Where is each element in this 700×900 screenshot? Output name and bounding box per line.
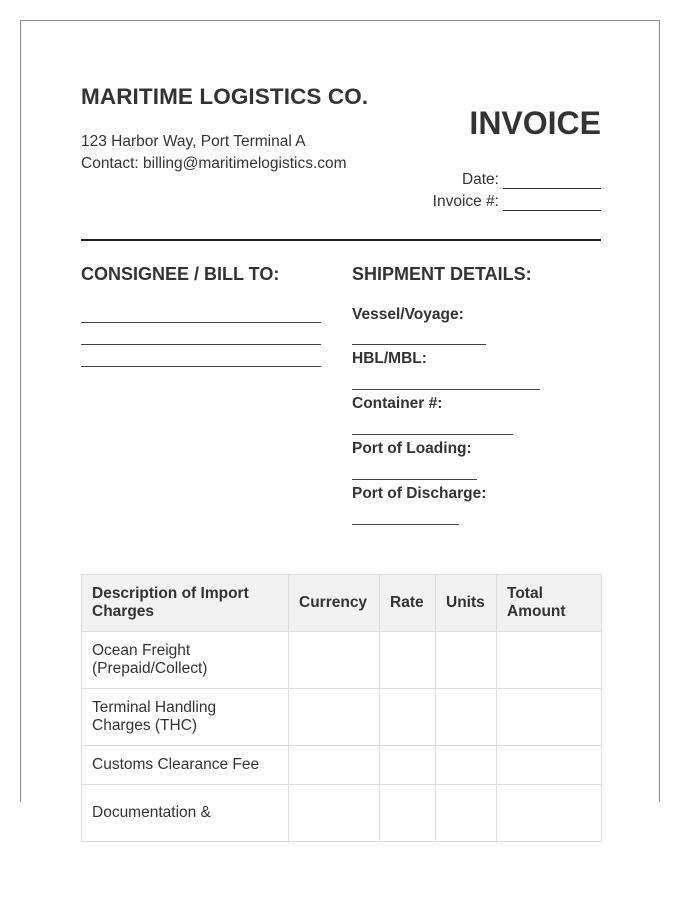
consignee-heading: CONSIGNEE / BILL TO: bbox=[81, 264, 280, 284]
container-number-label: Container #: bbox=[352, 395, 443, 412]
bill-to-line-3[interactable] bbox=[81, 366, 321, 367]
vessel-voyage-field[interactable] bbox=[352, 344, 486, 345]
cell-description: Documentation & bbox=[82, 785, 289, 842]
cell-units[interactable] bbox=[436, 746, 497, 785]
header-divider bbox=[81, 239, 601, 241]
cell-units[interactable] bbox=[436, 689, 497, 746]
company-name: MARITIME LOGISTICS CO. bbox=[81, 84, 369, 109]
header-total-amount: Total Amount bbox=[497, 575, 602, 632]
charges-table bbox=[81, 574, 602, 842]
container-number-field[interactable] bbox=[352, 434, 513, 435]
cell-total[interactable] bbox=[497, 689, 602, 746]
cell-currency[interactable] bbox=[289, 689, 380, 746]
invoice-number-row bbox=[433, 193, 601, 211]
header-units: Units bbox=[436, 575, 497, 632]
bill-to-line-2[interactable] bbox=[81, 344, 321, 345]
cell-total[interactable] bbox=[497, 785, 602, 842]
invoice-sheet bbox=[20, 20, 660, 821]
date-field[interactable] bbox=[503, 173, 601, 189]
port-of-discharge-label: Port of Discharge: bbox=[352, 485, 487, 502]
cell-total[interactable] bbox=[497, 632, 602, 689]
table-row bbox=[82, 689, 602, 746]
company-address: 123 Harbor Way, Port Terminal A bbox=[81, 133, 306, 150]
date-row bbox=[462, 171, 601, 189]
cell-description: Ocean Freight (Prepaid/Collect) bbox=[82, 632, 289, 689]
date-label: Date: bbox=[461, 171, 499, 188]
invoice-title: INVOICE bbox=[469, 105, 601, 141]
cell-total[interactable] bbox=[497, 746, 602, 785]
table-header-row bbox=[82, 575, 602, 632]
cell-rate[interactable] bbox=[380, 689, 436, 746]
header-description: Description of Import Charges bbox=[82, 575, 289, 632]
cell-currency[interactable] bbox=[289, 746, 380, 785]
cell-description: Customs Clearance Fee bbox=[82, 746, 289, 785]
table-row bbox=[82, 785, 602, 842]
invoice-number-field[interactable] bbox=[503, 195, 601, 211]
vessel-voyage-label: Vessel/Voyage: bbox=[352, 306, 464, 323]
cell-currency[interactable] bbox=[289, 785, 380, 842]
table-row bbox=[82, 746, 602, 785]
cell-units[interactable] bbox=[436, 785, 497, 842]
shipment-heading: SHIPMENT DETAILS: bbox=[352, 264, 532, 284]
cell-rate[interactable] bbox=[380, 746, 436, 785]
hbl-mbl-field[interactable] bbox=[352, 389, 540, 390]
invoice-number-label: Invoice #: bbox=[432, 193, 499, 210]
header-currency: Currency bbox=[289, 575, 380, 632]
bill-to-line-1[interactable] bbox=[81, 322, 321, 323]
port-of-discharge-field[interactable] bbox=[352, 524, 459, 525]
cell-units[interactable] bbox=[436, 632, 497, 689]
cell-rate[interactable] bbox=[380, 632, 436, 689]
port-of-loading-field[interactable] bbox=[352, 479, 477, 480]
company-contact: Contact: billing@maritimelogistics.com bbox=[81, 155, 347, 172]
cell-description: Terminal Handling Charges (THC) bbox=[82, 689, 289, 746]
cell-rate[interactable] bbox=[380, 785, 436, 842]
cell-currency[interactable] bbox=[289, 632, 380, 689]
table-row bbox=[82, 632, 602, 689]
port-of-loading-label: Port of Loading: bbox=[352, 440, 472, 457]
hbl-mbl-label: HBL/MBL: bbox=[352, 350, 427, 367]
header-rate: Rate bbox=[380, 575, 436, 632]
